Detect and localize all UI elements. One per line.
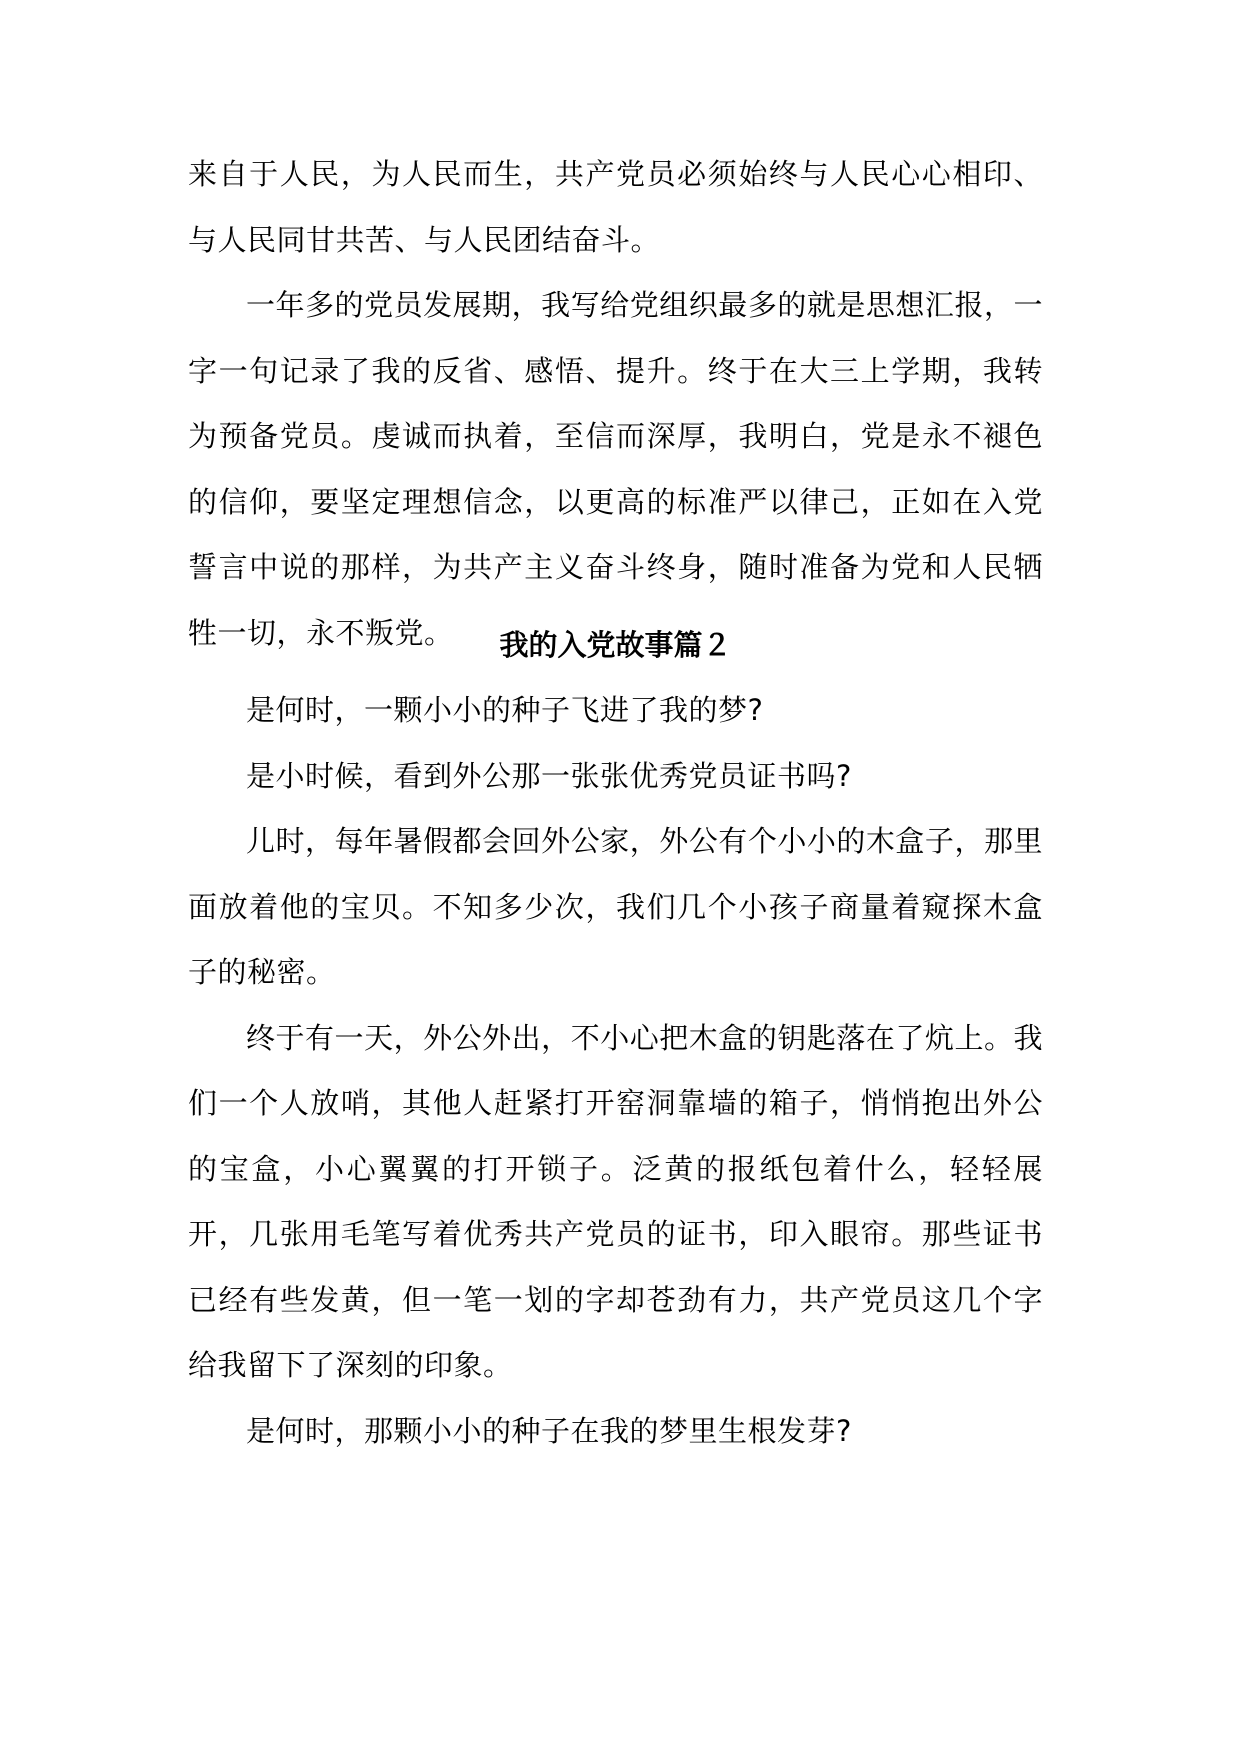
paragraph-7: 是何时，那颗小小的种子在我的梦里生根发芽? [246, 1413, 852, 1448]
paragraph-5: 儿时，每年暑假都会回外公家，外公有个小小的木盒子，那里面放着他的宝贝。不知多少次，我们几个小孩子商量着窥探木盒子的秘密。 [188, 824, 1043, 989]
paragraph-6: 终于有一天，外公外出，不小心把木盒的钥匙落在了炕上。我们一个人放哨，其他人赶紧打开窑洞靠墙的箱子，悄悄抱出外公的宝盒，小心翼翼的打开锁子。泛黄的报纸包着什么，轻轻展开，几张用毛笔写着优秀共产党员的证书，印入眼帘。那些证书已经有些发黄，但一笔一划的字却苍劲有力，共产党员这几个字给我留下了深刻的印象。 [188, 1020, 1043, 1382]
paragraph-1: 来自于人民，为人民而生，共产党员必须始终与人民心心相印、与人民同甘共苦、与人民团结奋斗。 [188, 157, 1043, 257]
paragraph-2: 一年多的党员发展期，我写给党组织最多的就是思想汇报，一字一句记录了我的反省、感悟、提升。终于在大三上学期，我转为预备党员。虔诚而执着，至信而深厚，我明白，党是永不褪色的信仰，要坚定理想信念，以更高的标准严以律己，正如在入党誓言中说的那样，为共产主义奋斗终身，随时准备为党和人民牺牲一切，永不叛党。 [188, 288, 1043, 650]
paragraph-4: 是小时候，看到外公那一张张优秀党员证书吗? [246, 758, 852, 793]
body-text-lower [188, 678, 1043, 1464]
paragraph-3: 是何时，一颗小小的种子飞进了我的梦? [246, 693, 764, 727]
body-text-upper [188, 142, 1043, 666]
section-heading: 我的入党故事篇２ [499, 628, 732, 662]
